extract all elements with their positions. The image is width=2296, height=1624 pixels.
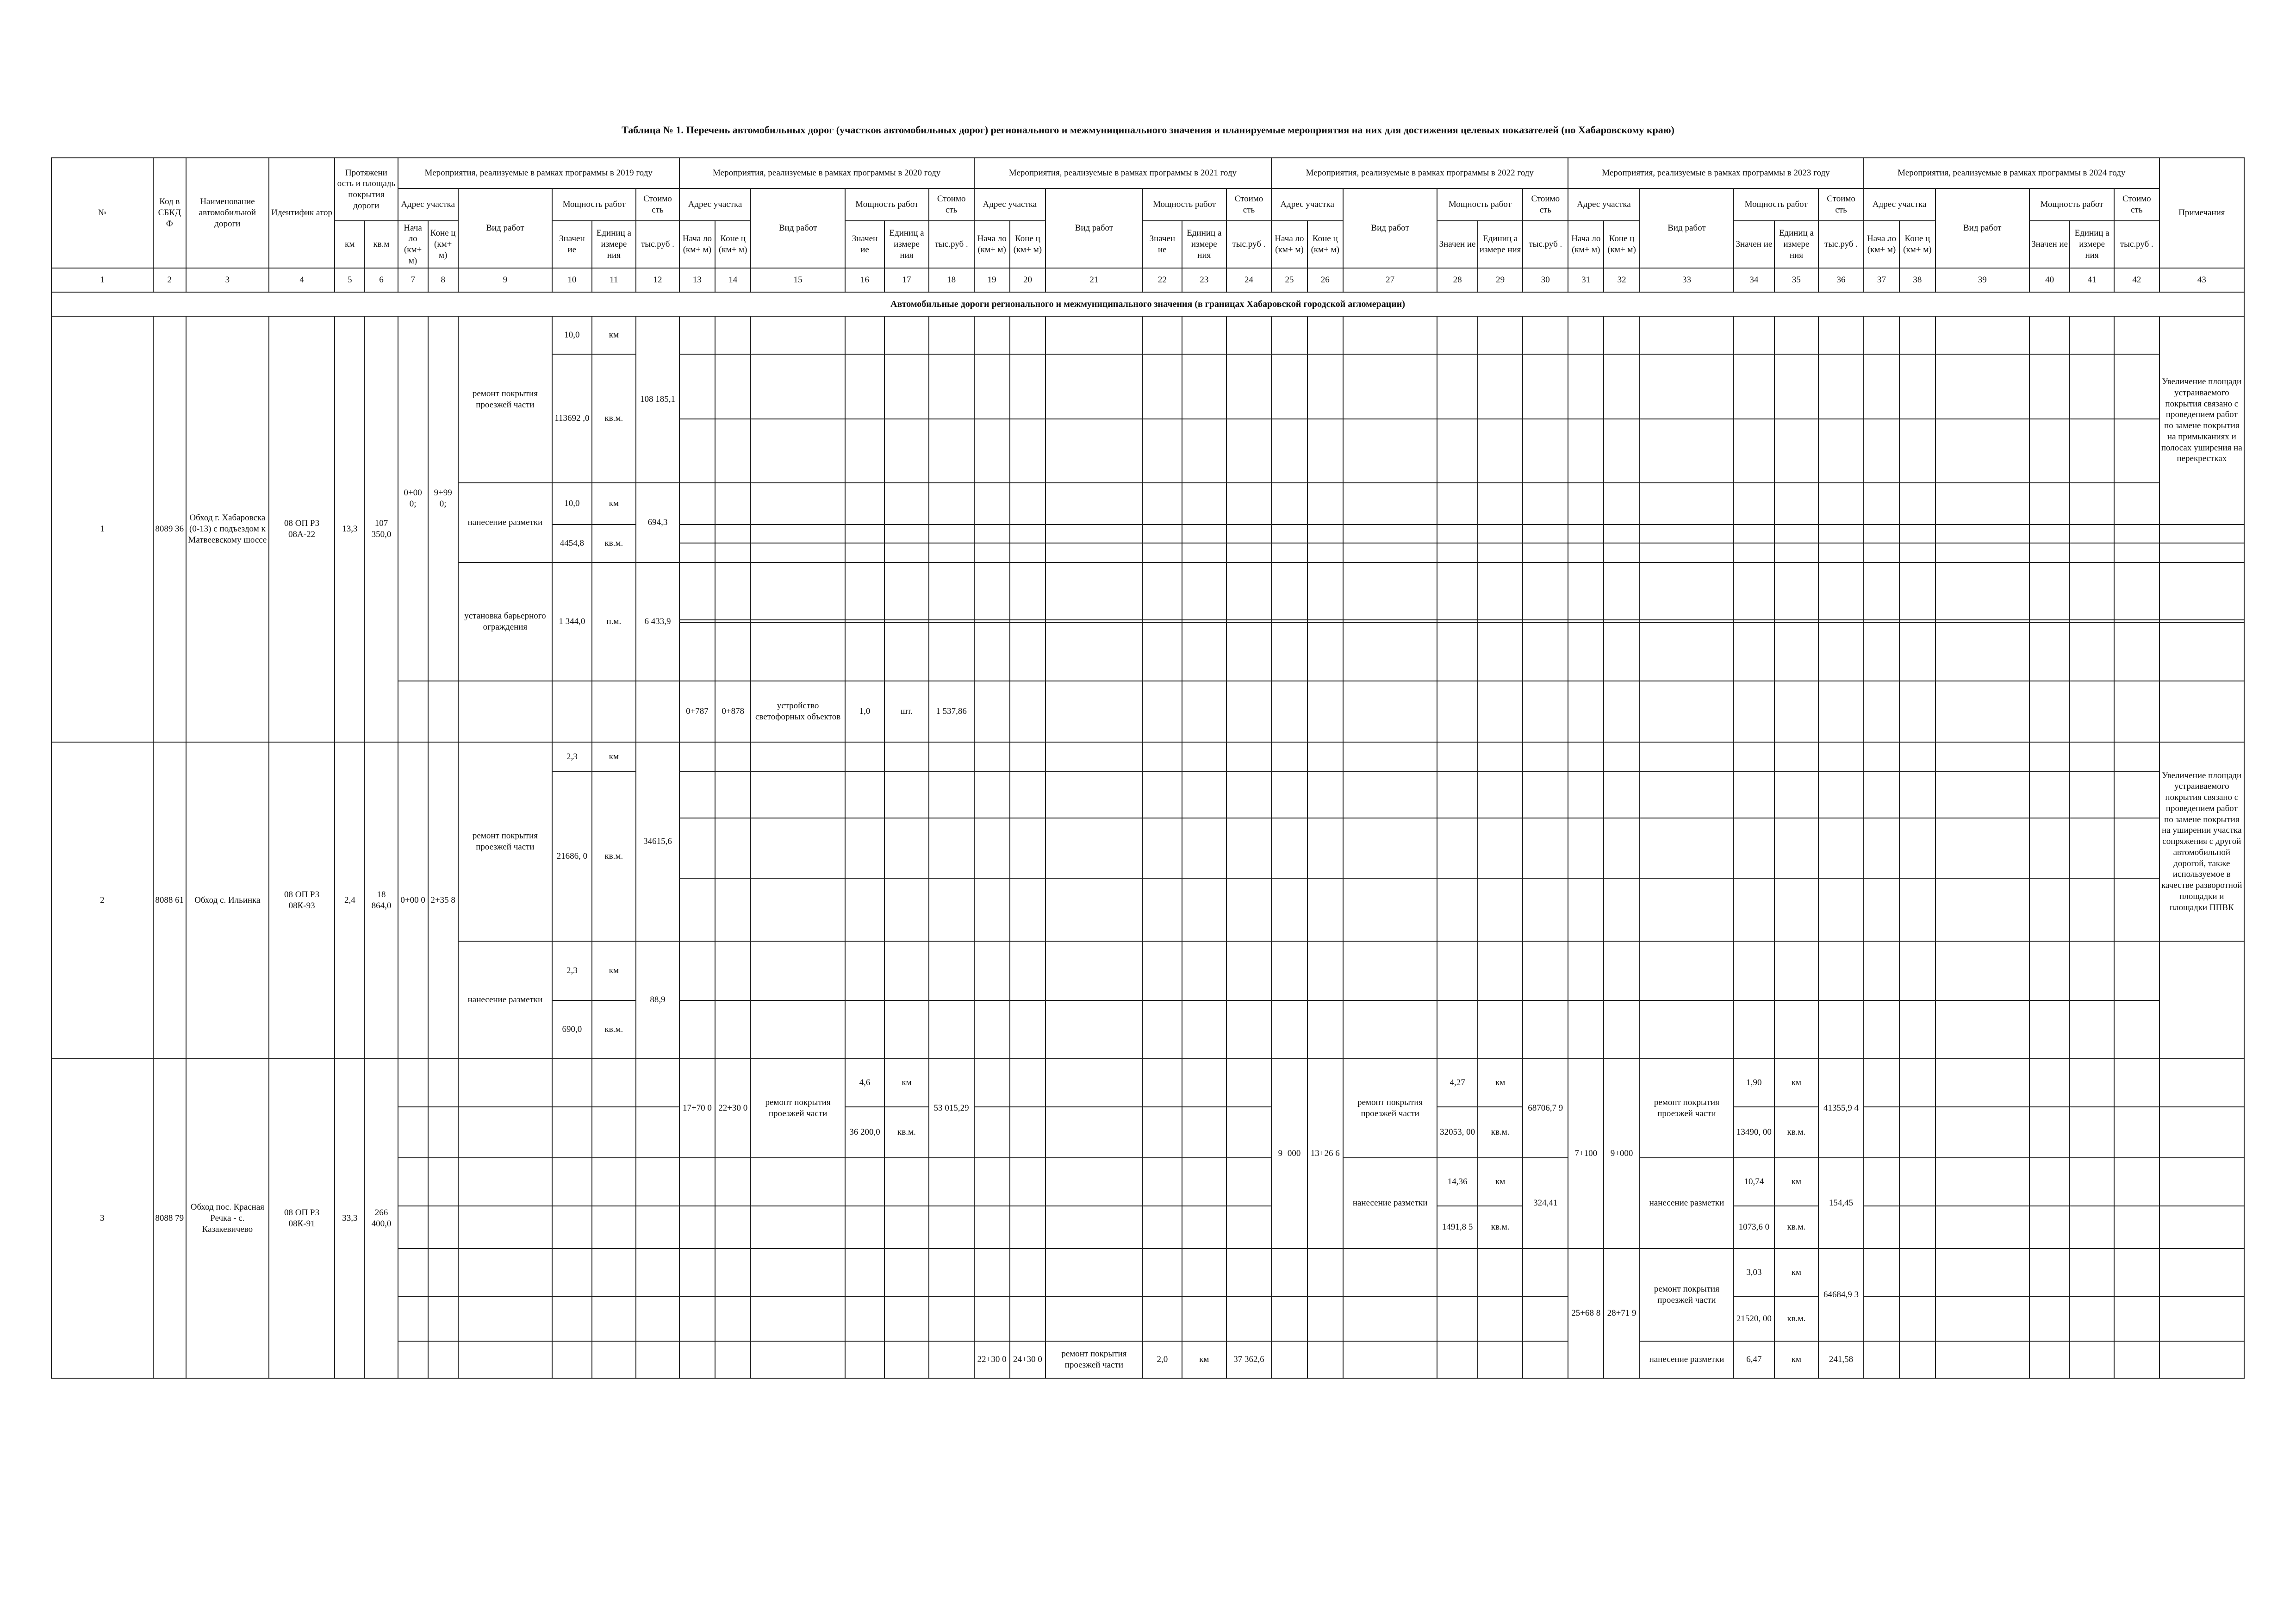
column-number: 2	[153, 268, 186, 292]
column-number: 36	[1818, 268, 1864, 292]
header-thousand-rub: тыс.руб .	[1523, 221, 1568, 268]
header-value: Значен ие	[1143, 221, 1182, 268]
work-type: ремонт покрытия проезжей части	[1640, 1059, 1734, 1158]
work-unit: п.м.	[592, 562, 636, 681]
header-work-type: Вид работ	[1935, 188, 2029, 268]
header-code: Код в СБКД Ф	[153, 158, 186, 268]
column-number: 28	[1437, 268, 1477, 292]
work-unit: кв.м.	[1774, 1297, 1819, 1341]
work-start: 9+000	[1271, 1059, 1307, 1249]
work-unit: кв.м.	[1774, 1107, 1819, 1158]
column-number: 41	[2070, 268, 2114, 292]
header-value: Значен ие	[1734, 221, 1774, 268]
header-power: Мощность работ	[2029, 188, 2114, 221]
work-cost: 694,3	[636, 483, 679, 562]
header-ident: Идентифик атор	[269, 158, 335, 268]
work-type: нанесение разметки	[1640, 1158, 1734, 1249]
work-type: нанесение разметки	[1640, 1341, 1734, 1378]
work-value: 6,47	[1734, 1341, 1774, 1378]
column-number: 11	[592, 268, 636, 292]
column-number: 15	[751, 268, 845, 292]
work-start: 17+70 0	[679, 1059, 715, 1158]
work-value: 2,0	[1143, 1341, 1182, 1378]
column-number: 31	[1568, 268, 1604, 292]
road-num: 3	[51, 1059, 153, 1378]
road-sqm: 266 400,0	[365, 1059, 398, 1378]
work-end: 9+99 0;	[428, 316, 458, 681]
header-cost: Стоимо сть	[636, 188, 679, 221]
work-value: 1,90	[1734, 1059, 1774, 1107]
work-unit: кв.м.	[1774, 1206, 1819, 1249]
work-unit: км	[592, 316, 636, 354]
header-thousand-rub: тыс.руб .	[929, 221, 974, 268]
road-note: Увеличение площади устраиваемого покрытия связано с проведением работ по замене покрытия на уширении участка сопряжения с другой автомобильной дорогой, также используемое в качестве разворотной площадки и площадки ППВК	[2159, 742, 2244, 941]
column-number: 10	[552, 268, 591, 292]
road-num: 2	[51, 742, 153, 1059]
work-type: ремонт покрытия проезжей части	[458, 742, 552, 941]
road-num: 1	[51, 316, 153, 742]
work-type: установка барьерного ограждения	[458, 562, 552, 681]
header-power: Мощность работ	[1734, 188, 1818, 221]
road-code: 8089 36	[153, 316, 186, 742]
work-value: 2,3	[552, 742, 591, 772]
work-unit: км	[1182, 1341, 1226, 1378]
work-value: 10,0	[552, 483, 591, 525]
header-work-type: Вид работ	[1343, 188, 1437, 268]
work-value: 10,0	[552, 316, 591, 354]
header-work-type: Вид работ	[751, 188, 845, 268]
header-value: Значен ие	[2029, 221, 2070, 268]
column-number: 21	[1045, 268, 1143, 292]
header-end: Коне ц (км+ м)	[428, 221, 458, 268]
work-unit: кв.м.	[592, 354, 636, 483]
work-unit: км	[1478, 1059, 1523, 1107]
work-value: 4,27	[1437, 1059, 1477, 1107]
column-number: 33	[1640, 268, 1734, 292]
work-unit: км	[1774, 1059, 1819, 1107]
header-address: Адрес участка	[1568, 188, 1640, 221]
work-unit: км	[1774, 1249, 1819, 1297]
header-unit: Единиц а измере ния	[1774, 221, 1819, 268]
work-unit: кв.м.	[1478, 1206, 1523, 1249]
header-thousand-rub: тыс.руб .	[1818, 221, 1864, 268]
header-end: Коне ц (км+ м)	[715, 221, 751, 268]
road-name: Обход с. Ильинка	[186, 742, 269, 1059]
road-name: Обход пос. Красная Речка - с. Казакевичево	[186, 1059, 269, 1378]
header-name: Наименование автомобильной дороги	[186, 158, 269, 268]
work-type: нанесение разметки	[458, 941, 552, 1059]
header-unit: Единиц а измере ния	[2070, 221, 2114, 268]
header-num: №	[51, 158, 153, 268]
work-cost: 1 537,86	[929, 681, 974, 742]
column-number: 5	[335, 268, 365, 292]
column-number: 9	[458, 268, 552, 292]
header-start: Нача ло (км+ м)	[679, 221, 715, 268]
work-unit: км	[1774, 1341, 1819, 1378]
header-end: Коне ц (км+ м)	[1010, 221, 1045, 268]
work-cost: 6 433,9	[636, 562, 679, 681]
work-unit: км	[1774, 1158, 1819, 1206]
work-unit: кв.м.	[592, 525, 636, 562]
column-number: 12	[636, 268, 679, 292]
page-title: Таблица № 1. Перечень автомобильных дорог (участков автомобильных дорог) регионального и межмуниципального значения и планируемые мероприятия на них для достижения целевых показателей (по Хабаровскому краю)	[622, 124, 1674, 136]
header-year-2024: Мероприятия, реализуемые в рамках программы в 2024 году	[1864, 158, 2159, 188]
work-start: 7+100	[1568, 1059, 1604, 1249]
road-km: 2,4	[335, 742, 365, 1059]
column-number: 20	[1010, 268, 1045, 292]
column-number: 19	[974, 268, 1010, 292]
work-unit: кв.м.	[884, 1107, 929, 1158]
header-work-type: Вид работ	[1640, 188, 1734, 268]
work-type: нанесение разметки	[1343, 1158, 1437, 1249]
column-number: 35	[1774, 268, 1819, 292]
work-cost: 88,9	[636, 941, 679, 1059]
work-end: 0+878	[715, 681, 751, 742]
header-unit: Единиц а измере ния	[884, 221, 929, 268]
header-length: Протяжени ость и площадь покрытия дороги	[335, 158, 398, 221]
work-value: 21686, 0	[552, 772, 591, 941]
work-value: 21520, 00	[1734, 1297, 1774, 1341]
column-number: 34	[1734, 268, 1774, 292]
work-end: 2+35 8	[428, 742, 458, 1059]
work-value: 32053, 00	[1437, 1107, 1477, 1158]
column-number: 42	[2114, 268, 2159, 292]
header-end: Коне ц (км+ м)	[1899, 221, 1935, 268]
header-cost: Стоимо сть	[1523, 188, 1568, 221]
work-value: 36 200,0	[845, 1107, 884, 1158]
column-number: 14	[715, 268, 751, 292]
work-end: 22+30 0	[715, 1059, 751, 1158]
work-unit: км	[1478, 1158, 1523, 1206]
road-sqm: 107 350,0	[365, 316, 398, 742]
work-cost: 68706,7 9	[1523, 1059, 1568, 1158]
road-sqm: 18 864,0	[365, 742, 398, 1059]
work-value: 4454,8	[552, 525, 591, 562]
header-unit: Единиц а измере ния	[1478, 221, 1523, 268]
column-number: 8	[428, 268, 458, 292]
work-end: 24+30 0	[1010, 1341, 1045, 1378]
header-address: Адрес участка	[974, 188, 1046, 221]
header-start: Нача ло (км+ м)	[1568, 221, 1604, 268]
work-value: 113692 ,0	[552, 354, 591, 483]
work-type: ремонт покрытия проезжей части	[1343, 1059, 1437, 1158]
work-value: 1073,6 0	[1734, 1206, 1774, 1249]
work-unit: км	[884, 1059, 929, 1107]
column-number: 38	[1899, 268, 1935, 292]
work-unit: км	[592, 742, 636, 772]
header-thousand-rub: тыс.руб .	[2114, 221, 2159, 268]
work-value: 10,74	[1734, 1158, 1774, 1206]
header-year-2023: Мероприятия, реализуемые в рамках программы в 2023 году	[1568, 158, 1864, 188]
header-thousand-rub: тыс.руб .	[1226, 221, 1272, 268]
header-notes: Примечания	[2159, 158, 2244, 268]
work-cost: 324,41	[1523, 1158, 1568, 1249]
header-power: Мощность работ	[552, 188, 636, 221]
column-number: 40	[2029, 268, 2070, 292]
work-value: 1,0	[845, 681, 884, 742]
column-number: 32	[1604, 268, 1639, 292]
work-start: 0+00 0	[398, 742, 428, 1059]
column-number: 23	[1182, 268, 1226, 292]
work-value: 4,6	[845, 1059, 884, 1107]
work-unit: кв.м.	[1478, 1107, 1523, 1158]
work-value: 14,36	[1437, 1158, 1477, 1206]
header-address: Адрес участка	[679, 188, 751, 221]
column-number: 39	[1935, 268, 2029, 292]
header-end: Коне ц (км+ м)	[1307, 221, 1343, 268]
header-unit: Единиц а измере ния	[592, 221, 636, 268]
work-type: нанесение разметки	[458, 483, 552, 562]
header-value: Значен ие	[552, 221, 591, 268]
column-number: 29	[1478, 268, 1523, 292]
header-work-type: Вид работ	[458, 188, 552, 268]
work-end: 9+000	[1604, 1059, 1639, 1249]
work-cost: 53 015,29	[929, 1059, 974, 1158]
work-cost: 34615,6	[636, 742, 679, 941]
header-address: Адрес участка	[398, 188, 458, 221]
column-number: 4	[269, 268, 335, 292]
work-end: 13+26 6	[1307, 1059, 1343, 1249]
work-start: 0+00 0;	[398, 316, 428, 681]
header-start: Нача ло (км+ м)	[398, 221, 428, 268]
column-number: 17	[884, 268, 929, 292]
header-thousand-rub: тыс.руб .	[636, 221, 679, 268]
work-unit: кв.м.	[592, 772, 636, 941]
road-name: Обход г. Хабаровска (0-13) с подъездом к Матвеевскому шоссе	[186, 316, 269, 742]
work-cost: 37 362,6	[1226, 1341, 1272, 1378]
header-work-type: Вид работ	[1045, 188, 1143, 268]
column-number: 27	[1343, 268, 1437, 292]
work-start: 25+68 8	[1568, 1249, 1604, 1378]
column-number: 1	[51, 268, 153, 292]
header-year-2022: Мероприятия, реализуемые в рамках программы в 2022 году	[1271, 158, 1568, 188]
road-ident: 08 ОП РЗ 08А-22	[269, 316, 335, 742]
column-number: 43	[2159, 268, 2244, 292]
road-code: 8088 79	[153, 1059, 186, 1378]
road-km: 13,3	[335, 316, 365, 742]
header-start: Нача ло (км+ м)	[974, 221, 1010, 268]
column-number: 18	[929, 268, 974, 292]
work-unit: шт.	[884, 681, 929, 742]
work-type: ремонт покрытия проезжей части	[751, 1059, 845, 1158]
work-unit: кв.м.	[592, 1000, 636, 1059]
work-value: 13490, 00	[1734, 1107, 1774, 1158]
work-cost: 108 185,1	[636, 316, 679, 483]
column-number: 22	[1143, 268, 1182, 292]
work-type: устройство светофорных объектов	[751, 681, 845, 742]
header-address: Адрес участка	[1864, 188, 1935, 221]
work-value: 1 344,0	[552, 562, 591, 681]
column-number: 25	[1271, 268, 1307, 292]
header-power: Мощность работ	[1437, 188, 1523, 221]
column-number: 37	[1864, 268, 1899, 292]
road-note: Увеличение площади устраиваемого покрытия связано с проведением работ по замене покрытия на примыканиях и полосах уширения на перекрестках	[2159, 316, 2244, 525]
work-end: 28+71 9	[1604, 1249, 1639, 1378]
column-number: 7	[398, 268, 428, 292]
column-number: 3	[186, 268, 269, 292]
work-value: 2,3	[552, 941, 591, 1000]
roads-table	[51, 157, 2245, 1379]
header-start: Нача ло (км+ м)	[1864, 221, 1899, 268]
work-type: ремонт покрытия проезжей части	[1640, 1249, 1734, 1341]
road-km: 33,3	[335, 1059, 365, 1378]
column-number: 16	[845, 268, 884, 292]
work-type: ремонт покрытия проезжей части	[1045, 1341, 1143, 1378]
work-start: 22+30 0	[974, 1341, 1010, 1378]
column-number-row	[51, 268, 2244, 292]
work-value: 3,03	[1734, 1249, 1774, 1297]
column-number: 6	[365, 268, 398, 292]
section-title: Автомобильные дороги регионального и межмуниципального значения (в границах Хабаровской городской агломерации)	[51, 292, 2244, 316]
work-start: 0+787	[679, 681, 715, 742]
header-year-2019: Мероприятия, реализуемые в рамках программы в 2019 году	[398, 158, 679, 188]
column-number: 26	[1307, 268, 1343, 292]
header-start: Нача ло (км+ м)	[1271, 221, 1307, 268]
header-power: Мощность работ	[1143, 188, 1226, 221]
column-number: 30	[1523, 268, 1568, 292]
work-cost: 41355,9 4	[1818, 1059, 1864, 1158]
work-unit: км	[592, 941, 636, 1000]
work-cost: 241,58	[1818, 1341, 1864, 1378]
header-power: Мощность работ	[845, 188, 929, 221]
header-end: Коне ц (км+ м)	[1604, 221, 1639, 268]
header-value: Значен ие	[845, 221, 884, 268]
work-cost: 154,45	[1818, 1158, 1864, 1249]
header-unit: Единиц а измере ния	[1182, 221, 1226, 268]
header-year-2021: Мероприятия, реализуемые в рамках программы в 2021 году	[974, 158, 1272, 188]
header-address: Адрес участка	[1271, 188, 1343, 221]
work-value: 690,0	[552, 1000, 591, 1059]
road-code: 8088 61	[153, 742, 186, 1059]
header-sqm: кв.м	[365, 221, 398, 268]
work-value: 1491,8 5	[1437, 1206, 1477, 1249]
header-year-2020: Мероприятия, реализуемые в рамках программы в 2020 году	[679, 158, 974, 188]
work-unit: км	[592, 483, 636, 525]
work-type: ремонт покрытия проезжей части	[458, 316, 552, 483]
road-ident: 08 ОП РЗ 08К-93	[269, 742, 335, 1059]
header-cost: Стоимо сть	[2114, 188, 2159, 221]
work-cost: 64684,9 3	[1818, 1249, 1864, 1341]
column-number: 24	[1226, 268, 1272, 292]
header-cost: Стоимо сть	[1226, 188, 1272, 221]
column-number: 13	[679, 268, 715, 292]
header-value: Значен ие	[1437, 221, 1477, 268]
header-cost: Стоимо сть	[1818, 188, 1864, 221]
road-ident: 08 ОП РЗ 08К-91	[269, 1059, 335, 1378]
header-km: км	[335, 221, 365, 268]
header-cost: Стоимо сть	[929, 188, 974, 221]
